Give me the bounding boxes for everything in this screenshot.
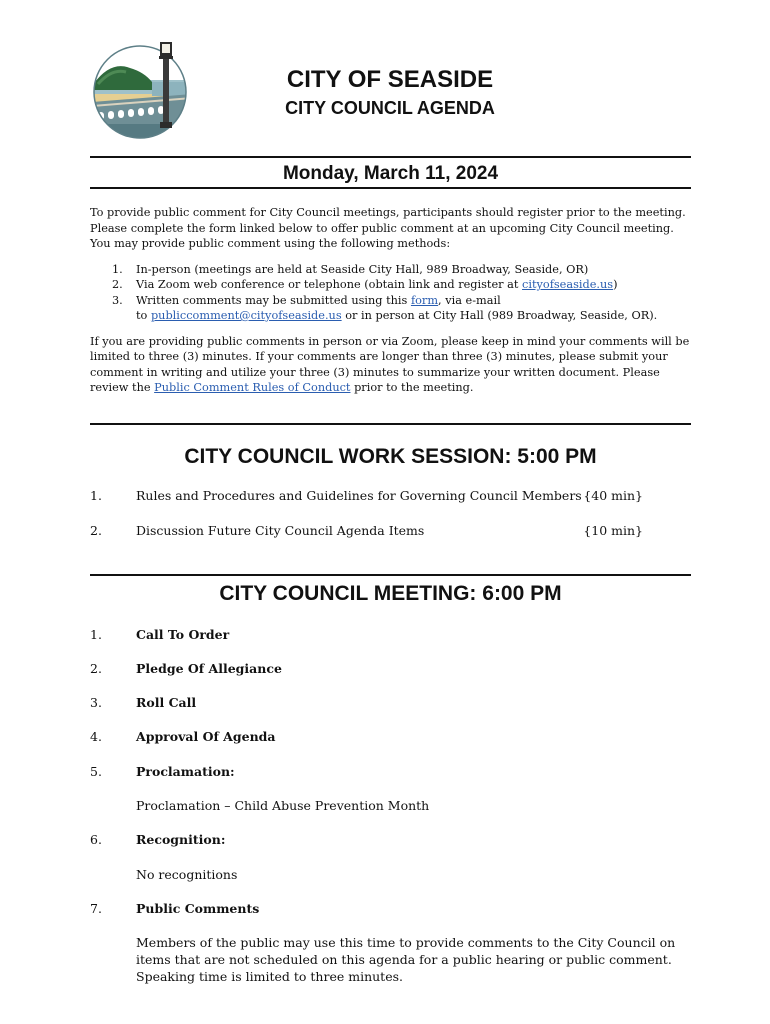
list-text: In-person (meetings are held at Seaside City Hall, 989 Broadway, Seaside, OR) xyxy=(136,262,589,276)
item-title: Public Comments xyxy=(136,901,260,916)
divider xyxy=(90,423,691,425)
agenda-item xyxy=(90,523,650,541)
list-text: , via e-mail xyxy=(438,293,501,307)
item-title: Proclamation: xyxy=(136,764,235,779)
comment-methods-list xyxy=(90,262,690,324)
item-title: Recognition: xyxy=(136,832,226,847)
list-number: 1. xyxy=(112,262,123,276)
item-number: 2. xyxy=(90,661,102,676)
website-link[interactable]: cityofseaside.us xyxy=(522,278,614,291)
agenda-item xyxy=(90,627,650,645)
agenda-item xyxy=(90,764,650,782)
form-link[interactable]: form xyxy=(410,293,439,307)
item-title: Pledge Of Allegiance xyxy=(136,661,282,676)
divider xyxy=(90,187,691,189)
item-title: Approval Of Agenda xyxy=(136,729,276,744)
page-subtitle: CITY COUNCIL AGENDA xyxy=(285,98,495,118)
email-link[interactable]: publiccomment@cityofseaside.us xyxy=(150,309,342,322)
item-number: 5. xyxy=(90,764,102,779)
item-duration: {10 min} xyxy=(583,523,643,538)
paragraph-text: prior to the meeting. xyxy=(350,381,474,394)
intro-paragraph: To provide public comment for City Council meetings, participants should register prior to the meeting. Please complete the form linked below to offer public comment at an upcoming City Council meeting. You may provide public comment using the following methods: xyxy=(90,206,686,250)
agenda-item xyxy=(90,832,650,850)
item-title: Roll Call xyxy=(136,695,197,710)
agenda-item xyxy=(90,695,650,713)
item-number: 4. xyxy=(90,729,102,744)
item-number: 3. xyxy=(90,695,102,710)
item-number: 2. xyxy=(90,523,102,538)
agenda-item xyxy=(90,729,650,747)
list-item xyxy=(90,293,690,324)
item-number: 6. xyxy=(90,832,102,847)
intro-section xyxy=(90,205,690,396)
item-detail: Proclamation – Child Abuse Prevention Month xyxy=(136,798,430,813)
item-number: 7. xyxy=(90,901,102,916)
work-session-heading: CITY COUNCIL WORK SESSION: 5:00 PM xyxy=(184,445,597,468)
list-text: ) xyxy=(613,278,618,291)
meeting-date: Monday, March 11, 2024 xyxy=(282,163,499,184)
meeting-heading: CITY COUNCIL MEETING: 6:00 PM xyxy=(219,582,562,605)
page-title: CITY OF SEASIDE xyxy=(286,66,494,93)
list-text: Written comments may be submitted using this xyxy=(136,293,411,307)
item-title: Call To Order xyxy=(136,627,230,642)
list-text: Via Zoom web conference or telephone (obtain link and register at xyxy=(136,278,523,291)
item-detail: Members of the public may use this time to provide comments to the City Council on items that are not scheduled on this agenda for a public hearing or public comment. Speaking time is limited to three minutes. xyxy=(136,935,676,984)
paragraph-text: If you are providing public comments in person or via Zoom, please keep in mind your comments will be limited to three (3) minutes. If your comments are longer than three (3) minutes, please submit your comment in writing and utilize your three (3) minutes to summarize your written document. Please review the xyxy=(90,334,690,394)
rules-of-conduct-link[interactable]: Public Comment Rules of Conduct xyxy=(154,381,351,394)
item-number: 1. xyxy=(90,627,102,642)
list-number: 2. xyxy=(112,278,123,291)
divider xyxy=(90,574,691,576)
item-detail: No recognitions xyxy=(136,867,238,882)
agenda-item xyxy=(90,488,650,506)
divider xyxy=(90,156,691,158)
agenda-item xyxy=(90,901,650,919)
item-title: Discussion Future City Council Agenda Items xyxy=(136,523,425,538)
intro-paragraph-2 xyxy=(90,334,690,396)
list-text: or in person at City Hall (989 Broadway, Seaside, OR). xyxy=(341,309,658,322)
agenda-item xyxy=(90,661,650,679)
list-item xyxy=(90,277,690,293)
list-item xyxy=(90,262,690,278)
item-number: 1. xyxy=(90,488,102,503)
item-title: Rules and Procedures and Guidelines for Governing Council Members xyxy=(136,488,582,503)
city-seal-logo xyxy=(92,38,192,142)
list-number: 3. xyxy=(112,293,123,307)
item-duration: {40 min} xyxy=(583,488,643,503)
list-text: to xyxy=(136,309,151,322)
